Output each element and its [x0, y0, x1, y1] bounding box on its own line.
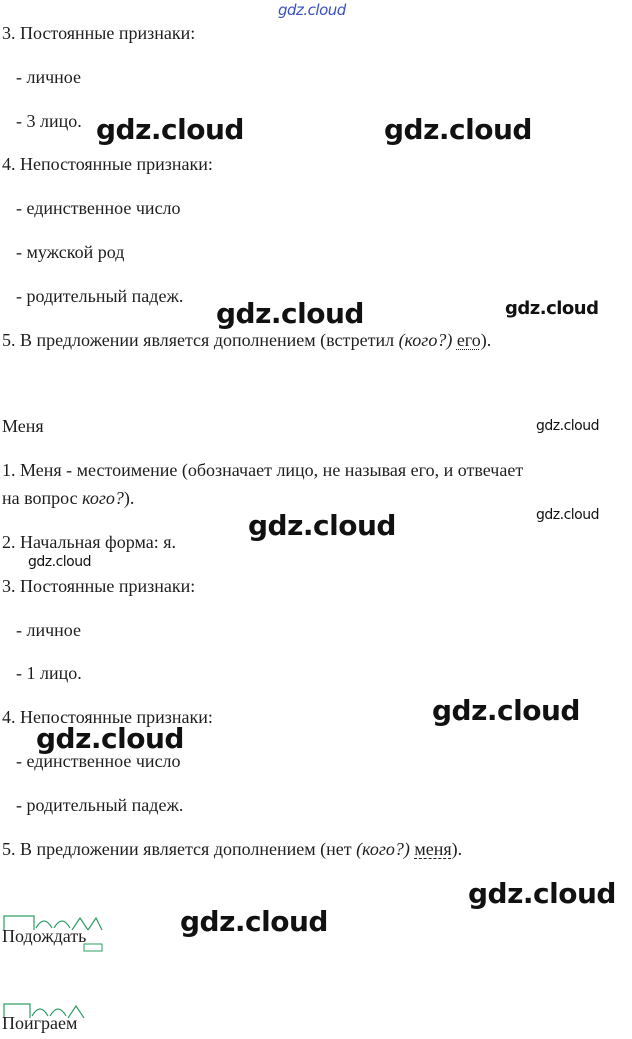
section2-item5-suffix: ).	[451, 839, 463, 859]
watermark: gdz.cloud	[505, 298, 599, 319]
section2-item5-word: меня	[414, 839, 452, 859]
section2-item5-prefix: 5. В предложении является дополнением (нет	[2, 839, 357, 859]
section1-item4-heading: 4. Непостоянные признаки:	[2, 154, 213, 174]
section2-item1-question: кого?	[82, 488, 124, 508]
section2-item5-question: (кого?)	[356, 839, 410, 859]
section2-item5-sentence	[2, 838, 462, 860]
word1: Подождать	[2, 926, 87, 946]
section1-item4-feature-gender: - мужской род	[16, 242, 125, 262]
section1-item4-feature-case: - родительный падеж.	[16, 286, 184, 306]
section1-item5-question: (кого?)	[398, 330, 453, 350]
section2-item3-heading: 3. Постоянные признаки:	[2, 576, 196, 596]
section1-item3-feature-personal: - личное	[16, 67, 82, 87]
watermark: gdz.cloud	[216, 297, 364, 330]
section2-item1-line1: 1. Меня - местоимение (обозначает лицо, не называя его, и отвечает	[2, 460, 524, 480]
section2-item3-feature-personal: - личное	[16, 620, 82, 640]
watermark: gdz.cloud	[180, 905, 328, 938]
watermark: gdz.cloud	[36, 722, 184, 755]
watermark: gdz.cloud	[468, 877, 616, 910]
section2-item1-line2	[2, 487, 134, 509]
watermark: gdz.cloud	[28, 554, 91, 570]
section2-item1-line2-suffix: ).	[123, 488, 135, 508]
section2-item4-feature-number: - единственное число	[16, 751, 181, 771]
watermark-top: gdz.cloud	[278, 1, 346, 19]
watermark: gdz.cloud	[248, 509, 396, 542]
section1-item5-suffix: ).	[480, 330, 492, 350]
section2-item3-feature-person: - 1 лицо.	[16, 663, 82, 683]
section1-item5-prefix: 5. В предложении является дополнением (встретил	[2, 330, 399, 350]
section2-item1-line2-prefix: на вопрос	[2, 488, 83, 508]
section1-item4-feature-number: - единственное число	[16, 198, 181, 218]
section1-item3-feature-person: - 3 лицо.	[16, 111, 82, 131]
watermark: gdz.cloud	[536, 507, 599, 523]
section2-heading: Меня	[2, 416, 44, 436]
section2-item4-feature-case: - родительный падеж.	[16, 795, 184, 815]
section1-item5-sentence	[2, 329, 491, 351]
watermark: gdz.cloud	[536, 418, 599, 434]
watermark: gdz.cloud	[432, 694, 580, 727]
word1-ending-box	[0, 943, 105, 953]
section1-item3-heading: 3. Постоянные признаки:	[2, 23, 196, 43]
section1-item5-word: его	[456, 330, 481, 350]
watermark: gdz.cloud	[384, 113, 532, 146]
watermark: gdz.cloud	[96, 113, 244, 146]
word2: Поиграем	[2, 1013, 78, 1033]
section2-item4-heading: 4. Непостоянные признаки:	[2, 707, 213, 727]
section2-item2: 2. Начальная форма: я.	[2, 532, 176, 552]
